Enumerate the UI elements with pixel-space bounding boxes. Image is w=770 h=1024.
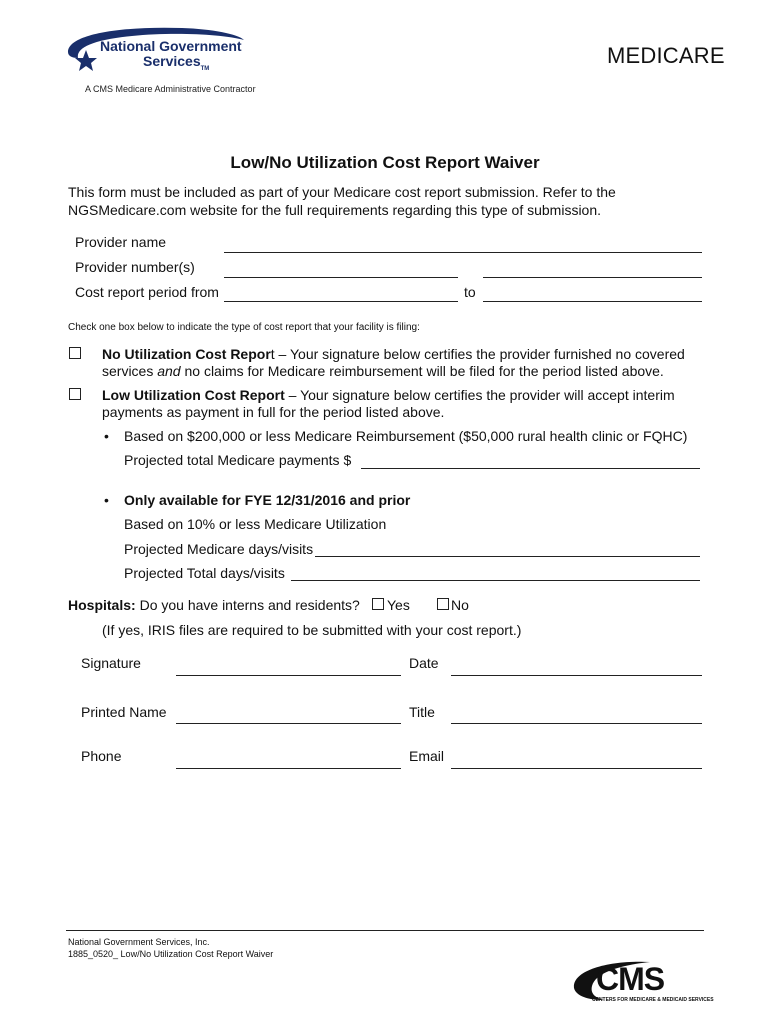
provider-name-field[interactable]	[224, 252, 702, 253]
title-label: Title	[409, 704, 435, 720]
yes-label: Yes	[387, 597, 410, 613]
footer-form-id: 1885_0520_ Low/No Utilization Cost Report Waiver	[68, 949, 274, 959]
bullet-fye: Only available for FYE 12/31/2016 and prior	[124, 492, 411, 508]
projected-total-field[interactable]	[291, 580, 700, 581]
provider-number-field-2[interactable]	[483, 277, 702, 278]
intro-text: This form must be included as part of your Medicare cost report submission. Refer to the NGSMedicare.com website for the full requirements regarding this type of submission.	[68, 184, 616, 218]
projected-payments-field[interactable]	[361, 468, 700, 469]
period-to-field[interactable]	[483, 301, 702, 302]
cms-logo-text: CMS	[596, 961, 665, 997]
org-name-line2: Services$_{TM}$	[143, 53, 210, 72]
hospitals-question: Hospitals: Do you have interns and residents?	[68, 597, 360, 613]
date-label: Date	[409, 655, 439, 671]
printed-name-label: Printed Name	[81, 704, 167, 720]
provider-number-label: Provider number(s)	[75, 259, 195, 275]
cms-tagline: CENTERS FOR MEDICARE & MEDICAID SERVICES	[592, 997, 714, 1003]
check-instruction: Check one box below to indicate the type of cost report that your facility is filing:	[68, 322, 420, 333]
provider-name-label: Provider name	[75, 234, 167, 250]
bullet-dot: •	[104, 492, 109, 508]
provider-number-field-1[interactable]	[224, 277, 458, 278]
org-name-line1: National Government	[100, 38, 242, 54]
projected-payments-label: Projected total Medicare payments $	[124, 452, 352, 468]
footer-text	[68, 936, 273, 960]
date-field[interactable]	[451, 675, 702, 676]
no-utilization-option: No Utilization Cost Report – Your signature below certifies the provider furnished no covered services and no claims for Medicare reimbursement will be filed for the period listed above.	[102, 346, 685, 379]
low-utilization-checkbox[interactable]	[69, 388, 81, 400]
email-label: Email	[409, 748, 445, 764]
signature-field[interactable]	[176, 675, 401, 676]
period-from-label: Cost report period from	[75, 284, 219, 300]
no-checkbox[interactable]	[437, 598, 449, 610]
signature-label: Signature	[81, 655, 141, 671]
phone-field[interactable]	[176, 768, 401, 769]
bullet-reimbursement: Based on $200,000 or less Medicare Reimbursement ($50,000 rural health clinic or FQHC)	[124, 428, 688, 444]
period-to-label: to	[464, 284, 476, 300]
bullet-dot: •	[104, 428, 109, 444]
title-field[interactable]	[451, 723, 702, 724]
projected-days-field[interactable]	[315, 556, 700, 557]
iris-note: (If yes, IRIS files are required to be submitted with your cost report.)	[102, 622, 522, 638]
low-utilization-option: Low Utilization Cost Report – Your signature below certifies the provider will accept interim payments as payment in full for the period listed above.	[102, 387, 675, 420]
phone-label: Phone	[81, 748, 122, 764]
tagline: A CMS Medicare Administrative Contractor	[85, 84, 256, 94]
projected-total-label: Projected Total days/visits	[124, 565, 285, 581]
projected-days-label: Projected Medicare days/visits	[124, 541, 314, 557]
email-field[interactable]	[451, 768, 702, 769]
period-from-field[interactable]	[224, 301, 458, 302]
page-title: Low/No Utilization Cost Report Waiver	[230, 153, 540, 172]
program-label: MEDICARE	[607, 43, 725, 68]
no-utilization-checkbox[interactable]	[69, 347, 81, 359]
footer-company: National Government Services, Inc.	[68, 937, 210, 947]
yes-checkbox[interactable]	[372, 598, 384, 610]
printed-name-field[interactable]	[176, 723, 401, 724]
footer-divider	[66, 930, 704, 931]
no-label: No	[451, 597, 469, 613]
utilization-label: Based on 10% or less Medicare Utilization	[124, 516, 387, 532]
